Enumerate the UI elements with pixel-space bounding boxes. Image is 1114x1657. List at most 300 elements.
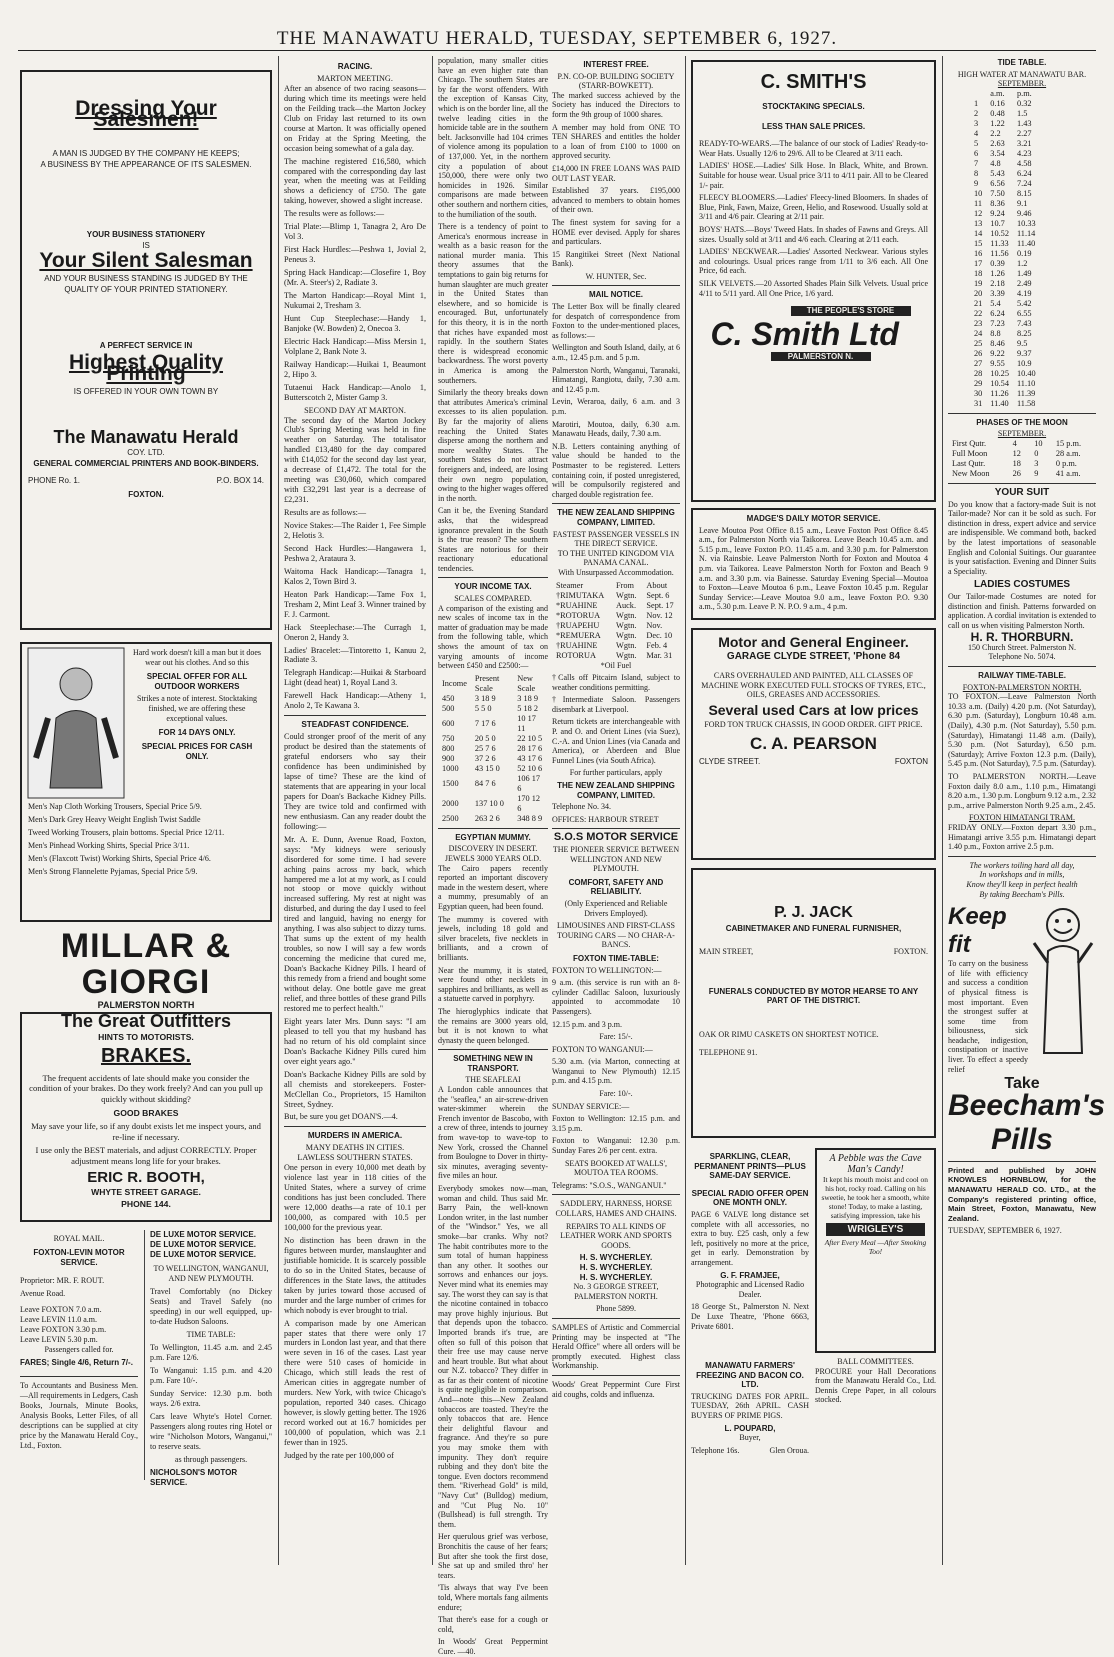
article-paragraph: SUNDAY SERVICE:—	[552, 1101, 630, 1111]
footer-ads	[691, 1357, 936, 1487]
logo-text: THE PEOPLE'S STORE	[791, 306, 911, 316]
ad-name: H. S. WYCHERLEY.	[579, 1253, 653, 1263]
table-cell: 348 8 9	[517, 813, 543, 823]
table-cell: 900	[442, 753, 455, 763]
ad-headline: Several used Cars at low prices	[708, 701, 919, 718]
table-cell: 2500	[442, 813, 459, 823]
ad-text: Avenue Road.	[20, 1289, 66, 1298]
millar-giorgi-logo	[20, 927, 272, 1031]
table-cell: 1.26	[990, 268, 1005, 278]
table-row	[970, 399, 1040, 409]
pj-jack-ad	[691, 868, 936, 1138]
table-row	[970, 159, 1040, 169]
table-cell: 28	[974, 368, 983, 378]
ad-headline: Keep fit	[948, 903, 1007, 959]
table-cell: 1.49	[1016, 268, 1032, 278]
table-cell: 106 17 6	[517, 773, 541, 793]
logo-text: MILLAR & GIORGI	[60, 927, 232, 1001]
article-paragraph: The Letter Box will be finally cleared for despatch of correspondence from Foxton to the under-mentioned places, as follows:—	[552, 302, 680, 340]
smiling-man-illustration	[1032, 903, 1094, 1063]
ad-text: Proprietor: MR. F. ROUT.	[20, 1276, 105, 1285]
table-row	[552, 641, 680, 651]
ad-heading: BALL COMMITTEES.	[837, 1357, 914, 1366]
table-cell: 1500	[442, 778, 459, 788]
table-cell: 4.8	[990, 158, 1001, 168]
table-cell: 41 a.m.	[1055, 468, 1081, 478]
table-cell: Full Moon	[952, 448, 988, 458]
column-6	[948, 56, 1106, 1566]
list-item: FLEECY BLOOMERS.—Ladies' Fleecy-lined Bloomers. In shades of Blue, Pink, Fawn, Maize, Green, Helio, and Rosewood. Usually sold at 3/11 and 4/6 pair. Clearing at 2/11 pair.	[699, 193, 928, 222]
logo-text: WRIGLEY'S	[826, 1223, 925, 1236]
table-cell: 0.32	[1016, 98, 1032, 108]
table-header-row	[552, 581, 680, 591]
table-cell: 25 7 6	[474, 743, 496, 753]
table-cell: 5.43	[990, 168, 1005, 178]
table-cell: 3 18 9	[517, 693, 538, 703]
ad-heading: DE LUXE MOTOR SERVICE.	[150, 1240, 256, 1249]
table-row	[970, 379, 1040, 389]
table-cell: 9	[1034, 468, 1039, 478]
list-item: BOYS' HATS.—Boys' Tweed Hats. In shades of Fawns and Greys. All sizes. Usually sold at 3/11 and 4/6 each. Clearing at 2/11 each.	[699, 224, 928, 244]
article-paragraph: SADDLERY, HARNESS, HORSE COLLARS, HAMES AND CHAINS.	[555, 1199, 677, 1218]
list-item: READY-TO-WEARS.—The balance of our stock of Ladies' Ready-to-Wear Hats. Usually 12/6 to 29/6. All to be Cleared at 3/11 each.	[699, 139, 928, 158]
table-cell: Mar. 31	[646, 650, 673, 660]
table-cell: 4	[1012, 438, 1017, 448]
table-cell: 3.21	[1016, 138, 1032, 148]
column-3	[438, 56, 548, 1656]
ad-town: FOXTON.	[128, 490, 164, 500]
table-cell: 13	[974, 218, 983, 228]
ad-text: as through passengers.	[174, 1455, 248, 1464]
table-cell: 22 10 5	[517, 733, 543, 743]
beecham-ad	[948, 903, 1096, 1077]
table-cell: 8.15	[1016, 188, 1032, 198]
column-4	[552, 56, 680, 1566]
deluxe-motor-ad	[144, 1230, 272, 1487]
table-row	[552, 601, 680, 611]
article-paragraph: The Cairo papers recently reported an important discovery made in the western desert, where a mummy, presumably of an Egyptian queen, had been found.	[438, 863, 548, 911]
table-header: p.m.	[1016, 88, 1032, 98]
ad-text: Hard work doesn't kill a man but it does wear out his clothes. And so this	[132, 648, 262, 667]
article-subheading: P.N. CO-OP. BUILDING SOCIETY (STARR-BOWKETT).	[557, 71, 675, 91]
table-cell: Wgtn.	[615, 610, 637, 620]
ad-text: GENERAL COMMERCIAL PRINTERS AND BOOK-BINDERS.	[33, 458, 259, 468]
table-row	[970, 259, 1040, 269]
table-cell: 11.40	[1016, 238, 1036, 248]
article-paragraph: There is a tendency of point to America's enormous increase in wealth as a basic reason for the national murder mania. This theory assumes that the temptations to gain big returns for human slaughter are much greater in the United States than elsewhere, and so homicide is encouraged. But, unfortunately for this theory, it is in the north that riches have expanded most rapidly. In the southern States there is widespread economic backwardness. The worst poverty in America is among the southerners.	[438, 222, 548, 385]
article-paragraph: Heaton Park Handicap:—Tame Fox 1, Tresham 2, Mint Leaf 3. Winner trained by F. J. Carmont.	[284, 589, 426, 619]
ad-heading: FUNERALS CONDUCTED BY MOTOR HEARSE TO ANY PART OF THE DISTRICT.	[708, 986, 919, 1006]
table-header-row	[438, 674, 548, 694]
table-cell: Wgtn.	[615, 590, 637, 600]
ad-text: To Wellington, 11.45 a.m. and 2.45 p.m. Fare 12/6.	[150, 1343, 272, 1362]
table-cell: 0.19	[1016, 248, 1032, 258]
list-item: SILK VELVETS.—20 Assorted Shades Plain Silk Velvets. Usual price 4/11 to 5/11 yard. All One Price, 1/6 yard.	[699, 278, 928, 298]
article-paragraph: 12.15 p.m. and 3 p.m.	[552, 1019, 622, 1029]
table-cell: 4.58	[1016, 158, 1032, 168]
ad-text: 150 Church Street. Palmerston N.	[968, 642, 1076, 652]
article-subheading: DISCOVERY IN DESERT.	[448, 844, 538, 854]
ad-text: OAK OR RIMU CASKETS ON SHORTEST NOTICE.	[699, 1029, 879, 1039]
table-cell: 7.24	[1016, 178, 1032, 188]
ad-text: CARS OVERHAULED AND PAINTED, ALL CLASSES OF MACHINE WORK EXECUTED FULL STOCKS OF TYRES, ETC., OILS, GREASES AND ACCESSORIES.	[701, 671, 926, 700]
table-cell: 5	[974, 138, 979, 148]
shipping-table	[552, 581, 680, 661]
ad-heading: WHYTE STREET GARAGE.	[91, 1187, 201, 1198]
article-heading: LADIES COSTUMES	[973, 579, 1071, 591]
table-cell: 0.16	[990, 98, 1005, 108]
article-paragraph: 5.30 a.m. (via Marton, connecting at Wanganui to New Plymouth) 12.15 p.m. and 4.15 p.m.	[552, 1057, 680, 1086]
table-cell: 7.43	[1016, 318, 1032, 328]
article-paragraph: Hunt Cup Steeplechase:—Handy 1, Banjoke (W. Bowden) 2, Onecoa 3.	[284, 313, 426, 333]
ad-headline: Motor and General Engineer.	[718, 634, 909, 650]
table-cell: 0	[1034, 448, 1039, 458]
table-cell: 84 7 6	[474, 778, 496, 788]
article-paragraph: Established 37 years. £195,000 advanced to members to obtain homes of their own.	[552, 186, 680, 215]
table-cell: 263 2 6	[474, 813, 500, 823]
list-item: LADIES' HOSE.—Ladies' Silk Hose. In Black, White, and Brown. Suitable for house wear. Usual price 3/11 to 4/11 pair. All to be Cleared 1/- pair.	[699, 161, 928, 190]
table-cell: 11.26	[990, 388, 1009, 398]
ad-name: ERIC R. BOOTH,	[87, 1169, 205, 1187]
ad-text: Travel Comfortably (no Dickey Seats) and Travel Safely (no speeding) in our well equipped, up-to-date Hudson Saloons.	[150, 1287, 272, 1326]
table-row	[970, 199, 1040, 209]
table-cell: 3	[1034, 458, 1039, 468]
article-paragraph: No distinction has been drawn in the figures between murder, manslaughter and justifiable homicide. It is scarcely possible to do so in the United States, because of differences in the State laws, the attitudes taken by juries toward those accused of murder and the large number of crimes for which nobody is ever brought to trial.	[284, 1235, 426, 1315]
imprint-date: TUESDAY, SEPTEMBER 6, 1927.	[948, 1226, 1062, 1236]
table-cell: 6.55	[1016, 308, 1032, 318]
ad-text: Strikes a note of interest. Stocktaking finished, we are offering these exceptional values.	[137, 694, 257, 723]
ad-heading: MANAWATU FARMERS' FREEZING AND BACON CO. LTD.	[696, 1361, 804, 1390]
article-paragraph: †Intermediate Saloon. Passengers disembark at Liverpool.	[552, 695, 680, 714]
verse-line: The workers toiling hard all day,	[969, 860, 1075, 870]
article-paragraph: The finest system for saving for a HOME ever devised. Apply for shares and particulars.	[552, 217, 680, 247]
table-cell: 1.22	[990, 118, 1005, 128]
article-paragraph: Could stronger proof of the merit of any product be desired than the statements of grateful endorsers who say their confidence has been undiminished by lapse of time? These are the kind of statements that are appearing in your local papers for Doan's Backache Kidney Pills. They are twice told and confirmed with new enthusiasm. Can any reader doubt the following:—	[284, 732, 426, 831]
table-cell: Wgtn.	[615, 640, 637, 650]
table-cell: 43 15 0	[474, 763, 500, 773]
article-paragraph: The marked success achieved by the Society has induced the Directors to form the 9th group of 1000 shares.	[552, 90, 680, 119]
ad-text: After Every Meal —After Smoking Too!	[824, 1238, 927, 1256]
table-cell: 22	[974, 308, 983, 318]
table-cell: Auck.	[615, 600, 637, 610]
table-cell: 5.4	[990, 298, 1001, 308]
table-cell: 28 17 6	[517, 743, 543, 753]
article-subheading: SEPTEMBER.	[997, 79, 1047, 89]
table-cell: 8.46	[990, 338, 1005, 348]
ad-text: May save your life, so if any doubt exists let me inspect yours, and re-line if necessary.	[31, 1120, 261, 1142]
article-paragraph: After an absence of two racing seasons—during which time its meetings were held on the Feilding track—the Marton Jockey Club on Friday last returned to its own course at Marton. It was officially opened on Friday at the Spring Meeting, the occasion being somewhat of a gala day.	[284, 83, 426, 153]
table-cell: 4	[974, 128, 979, 138]
table-row	[970, 129, 1040, 139]
table-cell: 450	[442, 693, 455, 703]
table-cell: 1.2	[1016, 258, 1028, 268]
ad-town: Glen Oroua.	[769, 1445, 809, 1455]
table-cell: 2.27	[1016, 128, 1032, 138]
article-paragraph: That there's ease for a cough or cold,	[438, 1615, 548, 1634]
table-cell: 7.50	[990, 188, 1005, 198]
ad-headline: C. SMITH'S	[760, 71, 867, 93]
article-paragraph: Novice Stakes:—The Raider 1, Fee Simple 2, Helotis 3.	[284, 521, 426, 540]
article-paragraph: Everybody smokes now—man, woman and child. Thus said Mr. Barry Pain, the well-known London writer, in the last number of the "Windsor." Yes, we all smoke—bar cranks. Why not? The habit contributes more to the sum total of human happiness than any other. It soothes our sorrows and enhances our joys. Never mind what its enemies may say. The worst they can say is that the nicotine contained in tobacco may prove highly injurious. But that depends upon the tobacco. Imported brands it's true, are often so full of this poison that their free use may cause nerve and heart trouble. But what about our N.Z. tobacco? They differ in as far as their content of nicotine is quite negligible in comparison. And—note this—New Zealand tobaccos are toasted. They're the only tobaccos that are. Hence their delightful flavour and fragrance. And they're so pure you may smoke them with impunity. They don't require rubbing and they don't bite the tongue. Even doctors recommend them. "Riverhead Gold" is mild, "Navy Cut" (Bulldog) medium, and "Cut Plug No. 10" (Bullshead) is full strength. Try them.	[438, 1184, 548, 1529]
logo-text: PALMERSTON NORTH	[97, 1000, 195, 1010]
table-cell: 5.42	[1016, 298, 1032, 308]
ad-heading: SPECIAL RADIO OFFER OPEN ONE MONTH ONLY.	[691, 1188, 809, 1208]
ad-headline: P. J. JACK	[774, 904, 853, 921]
table-cell: 11.58	[1016, 398, 1036, 408]
article-paragraph: Fare: 10/-.	[599, 1089, 633, 1099]
table-cell: 8.25	[1016, 328, 1032, 338]
article-paragraph: (Only Experienced and Reliable Drivers Employed).	[564, 898, 668, 918]
ad-name: L. POUPARD,	[724, 1423, 776, 1433]
table-cell: 4.23	[1016, 148, 1032, 158]
list-item: Men's Nap Cloth Working Trousers, Special Price 5/9.	[28, 802, 202, 811]
table-header-row	[970, 89, 1040, 99]
table-cell: Wgtn.	[615, 620, 637, 630]
article-paragraph: But, be sure you get DOAN'S.—4.	[284, 1112, 398, 1122]
c-smith-logo	[711, 306, 917, 376]
table-cell: 3 18 9	[474, 693, 496, 703]
article-paragraph: Similarly the theory breaks down that attributes America's criminal excesses to its alien population. By far the majority of aliens reaching the United States disperse among the northern and more wealthy States. The southern States do not attract foreigners and, indeed, are losing their own negro population, owing to the higher wages offered in the north.	[438, 388, 548, 503]
table-row	[970, 339, 1040, 349]
table-row	[552, 591, 680, 601]
table-cell: Feb. 4	[646, 640, 668, 650]
table-cell: 8.8	[990, 328, 1001, 338]
article-paragraph: Foxton to Wanganui: 12.30 p.m. Sunday Fares 2/6 per cent. extra.	[552, 1136, 680, 1156]
table-cell: 10.33	[1016, 218, 1036, 228]
article-heading: FOXTON TIME-TABLE:	[573, 953, 659, 963]
table-cell: New Moon	[952, 468, 990, 478]
article-paragraph: W. HUNTER, Sec.	[585, 271, 647, 281]
table-cell: 8	[974, 168, 979, 178]
ad-text: It kept his mouth moist and cool on his hot, rocky road. Calling on his sweetie, he took her a smooth, white stone! Today, to make a lasting, satisfying impression, take his	[821, 1175, 930, 1220]
table-cell: 17	[974, 258, 983, 268]
income-tax-table	[438, 674, 548, 824]
list-item: Leave LEVIN 5.30 p.m.	[20, 1335, 98, 1344]
imprint: Printed and published by JOHN KNOWLES HORNBLOW, for the MANAWATU HERALD CO. LTD., at the Company's registered printing office, Main Street, Foxton, Manawatu, New Zealand.	[948, 1165, 1096, 1223]
ad-text: AND YOUR BUSINESS STANDING IS JUDGED BY THE QUALITY OF YOUR PRINTED STATIONERY.	[44, 274, 248, 294]
article-subheading: HIGH WATER AT MANAWATU BAR.	[957, 69, 1087, 79]
list-item: Leave FOXTON 3.30 p.m.	[20, 1325, 107, 1334]
article-paragraph: With Unsurpassed Accommodation.	[558, 567, 674, 577]
ad-text: Cars leave Whyte's Hotel Corner. Passengers along routes ring Hotel or wire "Nicholson Motors, Wanganui," to reserve seats.	[150, 1412, 272, 1451]
table-cell: 11.56	[990, 248, 1009, 258]
ad-headline: BRAKES.	[100, 1044, 191, 1067]
article-paragraph: Telegrams: "S.O.S., WANGANUI."	[552, 1180, 667, 1190]
ad-phone: Telephone 16s.	[691, 1445, 740, 1455]
table-cell: 10.52	[990, 228, 1009, 238]
article-heading: PHASES OF THE MOON	[976, 417, 1068, 427]
table-row	[970, 99, 1040, 109]
table-cell: 11	[974, 198, 982, 208]
table-cell: 9	[974, 178, 979, 188]
table-cell: ROTORUA	[556, 650, 596, 660]
ad-heading: DE LUXE MOTOR SERVICE.	[150, 1230, 256, 1239]
table-row	[970, 209, 1040, 219]
table-cell: 10.25	[990, 368, 1009, 378]
article-paragraph: The hieroglyphics indicate that the remains are 3000 years old, but it is not known to what dynasty the queen belonged.	[438, 1006, 548, 1045]
table-cell: 3.39	[990, 288, 1005, 298]
ad-text: To carry on the business of life with efficiency and success a condition of physical fitness is most important. Even the strongest suffer at some time from biliousness, sick headache, indigestion, constipation or inactive liver. To effect a speedy relief	[948, 959, 1028, 1074]
table-row	[970, 369, 1040, 379]
table-cell: *REMUERA	[556, 630, 601, 640]
article-paragraph: Levin, Weraroa, daily, 6 a.m. and 3 p.m.	[552, 397, 680, 416]
ad-text: TO WELLINGTON, WANGANUI, AND NEW PLYMOUTH.	[153, 1264, 269, 1283]
ad-text: IS OFFERED IN YOUR OWN TOWN BY	[73, 387, 219, 397]
article-subheading: SECOND DAY AT MARTON.	[304, 405, 406, 415]
table-row	[970, 149, 1040, 159]
ad-headline-2: Your Silent Salesman	[39, 248, 253, 272]
article-paragraph: REPAIRS TO ALL KINDS OF LEATHER WORK AND SPORTS GOODS.	[560, 1221, 672, 1250]
article-paragraph: A member may hold from ONE TO TEN SHARES and entitles the holder to a loan of from £100 to 1000 on approved security.	[552, 122, 680, 161]
beecham-verse	[948, 861, 1096, 899]
table-cell: Dec. 10	[646, 630, 673, 640]
table-cell: 7	[974, 158, 979, 168]
ad-heading: SPARKLING, CLEAR, PERMANENT PRINTS—PLUS SAME-DAY SERVICE.	[694, 1152, 806, 1181]
table-cell: Wgtn.	[615, 630, 637, 640]
table-cell: 5 5 0	[474, 703, 492, 713]
ad-text: TRUCKING DATES FOR APRIL. TUESDAY, 26th APRIL. CASH BUYERS OF PRIME PIGS.	[691, 1391, 809, 1420]
table-cell: 1.43	[1016, 118, 1032, 128]
logo-text: The Great Outfitters	[60, 1010, 232, 1031]
table-cell: 10 17 11	[517, 713, 536, 733]
article-paragraph: *Oil Fuel	[600, 660, 632, 670]
table-cell: 26	[1012, 468, 1021, 478]
table-row	[970, 189, 1040, 199]
ad-town: FOXTON	[894, 756, 928, 766]
table-row	[970, 139, 1040, 149]
ad-contact	[699, 947, 928, 957]
article-paragraph: FOXTON TO WANGANUI:—	[552, 1044, 653, 1054]
article-paragraph: Railway Handicap:—Huikai 1, Beaumont 2, Hipo 3.	[284, 359, 426, 379]
ad-fares: FARES; Single 4/6, Return 7/-.	[20, 1358, 133, 1367]
table-row	[970, 109, 1040, 119]
article-heading: EGYPTIAN MUMMY.	[455, 832, 531, 842]
article-paragraph: Phone 5899.	[596, 1304, 636, 1314]
column-2	[284, 56, 426, 1566]
ad-contact	[699, 757, 928, 767]
table-row	[948, 449, 1096, 459]
table-row	[970, 389, 1040, 399]
table-cell: 23	[974, 318, 983, 328]
ad-phone: PHONE 144.	[121, 1198, 171, 1209]
table-cell: 20 5 0	[474, 733, 496, 743]
madge-motor-ad	[691, 508, 936, 620]
ad-text: Buyer,	[739, 1433, 761, 1443]
table-row	[438, 794, 548, 814]
table-cell: 14	[974, 228, 983, 238]
table-cell: 8.36	[990, 198, 1005, 208]
article-heading: YOUR INCOME TAX.	[454, 582, 532, 592]
article-heading: RAILWAY TIME-TABLE.	[978, 671, 1066, 681]
framjee-ad	[691, 1148, 809, 1353]
table-cell: Nov.	[646, 620, 663, 630]
article-subheading: FOXTON HIMATANGI TRAM.	[969, 813, 1075, 823]
table-cell: 30	[974, 388, 983, 398]
table-cell: First Qutr.	[952, 438, 987, 448]
article-heading: MAIL NOTICE.	[588, 290, 644, 300]
table-cell: 4.19	[1016, 288, 1032, 298]
article-paragraph: The mummy is covered with jewels, including 18 gold and silver bracelets, five necklets in brilliants, and a crown of brilliants.	[438, 914, 548, 962]
article-paragraph: Eight years later Mrs. Dunn says: "I am pleased to tell you that my husband has had no return of his old complaint since Doan's Backache Kidney Pills cured him over eight years ago."	[284, 1016, 426, 1066]
table-cell: 11.33	[990, 238, 1009, 248]
column-1	[20, 56, 272, 1566]
table-cell: *RUAHINE	[556, 600, 598, 610]
table-cell: 28 a.m.	[1055, 448, 1081, 458]
article-paragraph: TO PALMERSTON NORTH.—Leave Foxton daily 8.0 a.m., 1.10 p.m., Himatangi 8.20 a.m., 1.30 p.m. Longburn 9.12 a.m., 2.32 p.m., arrive Palmerston North 9.25 a.m., 2.45.	[948, 772, 1096, 810]
table-cell: 170 12 6	[517, 793, 541, 813]
table-cell: 7.23	[990, 318, 1005, 328]
list-item: Men's Strong Flannelette Pyjamas, Special Price 5/9.	[28, 867, 198, 876]
article-subheading: MANY DEATHS IN CITIES.	[305, 1143, 405, 1153]
table-cell: 15 p.m.	[1055, 438, 1082, 448]
article-paragraph: OFFICES: HARBOUR STREET	[552, 814, 659, 824]
article-subheading: SCALES COMPARED.	[454, 594, 532, 604]
article-paragraph: First Hack Hurdles:—Peshwa 1, Jovial 2, Peneus 3.	[284, 245, 426, 265]
table-cell: 11.14	[1016, 228, 1036, 238]
article-paragraph: Wellington and South Island, daily, at 6 a.m., 12.45 p.m. and 5 p.m.	[552, 343, 680, 363]
article-paragraph: A comparison of the existing and new scales of income tax in the matter of graduation may be made from the following table, which shows the amount of tax on varying amounts of income between £450 and £2500:—	[438, 603, 548, 671]
table-cell: 1000	[442, 763, 459, 773]
article-subheading: LAWLESS SOUTHERN STATES.	[297, 1153, 413, 1163]
table-row	[970, 319, 1040, 329]
ad-text: IS	[142, 240, 150, 250]
table-row	[438, 764, 548, 774]
article-paragraph: Telephone No. 34.	[552, 802, 611, 812]
ad-phone: Telephone No. 5074.	[988, 652, 1056, 662]
ad-text: To Wanganui: 1.15 p.m. and 4.20 p.m. Fare 10/-.	[150, 1366, 272, 1385]
article-paragraph: Near the mummy, it is stated, were found other necklets in sapphires and brilliants, as well as a statuette carved in porphyry.	[438, 965, 548, 1004]
ad-text: Sunday Service: 12.30 p.m. both ways. 2/6 extra.	[150, 1389, 272, 1408]
article-paragraph: The Marton Handicap:—Royal Mint 1, Nukumai 2, Tresham 3.	[284, 291, 426, 310]
article-paragraph: Farewell Hack Handicap:—Atheny 1, Anolo 2, Te Kawana 3.	[284, 691, 426, 711]
verse-line: In workshops and in mills,	[979, 870, 1065, 880]
article-heading: COMFORT, SAFETY AND RELIABILITY.	[568, 877, 664, 897]
table-cell: 5 18 2	[517, 703, 538, 713]
article-paragraph: The results were as follows:—	[284, 209, 385, 219]
article-paragraph: For further particulars, apply	[569, 768, 663, 778]
article-paragraph: Trial Plate:—Blimp 1, Tanagra 2, Aro De Vol 3.	[284, 222, 426, 242]
table-cell: 500	[442, 703, 455, 713]
table-row	[438, 754, 548, 764]
table-row	[438, 744, 548, 754]
article-paragraph: A London cable announces that the "seaflea," an air-screw-driven water-skimmer wherein the French inventor de Bascobo, with a crew of three, intends to journey from wave-top to wave-top to New York, crossed the Channel from Boulogne to Dover in thirty-six minutes, averaging seventy-five miles an hour.	[438, 1085, 548, 1181]
article-paragraph: Tutaenui Hack Handicap:—Anolo 1, Butterscotch 2, Mister Gamp 3.	[284, 382, 426, 402]
article-subheading: THE SEAFLEAI	[465, 1075, 521, 1085]
table-cell: 0 p.m.	[1055, 458, 1077, 468]
article-paragraph: Hack Steeplechase:—The Curragh 1, Oneron 2, Handy 3.	[284, 622, 426, 642]
table-cell: 1	[974, 98, 979, 108]
table-cell: 29	[974, 378, 983, 388]
table-row	[438, 774, 548, 794]
list-item: Leave FOXTON 7.0 a.m.	[20, 1305, 102, 1314]
table-header: New Scale	[517, 673, 536, 693]
article-paragraph: 9 a.m. (this service is run with an 8-cylinder Cadillac Saloon, luxuriously appointed to accommodate 10 Passengers).	[552, 978, 680, 1016]
ad-text: I use only the BEST materials, and adjust CORRECTLY. Proper adjustment means long life for your brakes.	[35, 1145, 257, 1166]
ad-text: PROCURE your Hall Decorations from the Manawatu Herald Co., Ltd. Dennis Crepe Paper, in all colours stocked.	[815, 1366, 936, 1405]
article-paragraph: population, many smaller cities have an even higher rate than Chicago. The southern States are by far the worst offenders. With the exception of Kansas City, which is on the border line, all the twelve leading cities in the homicide table are in the southern belt. Jacksonville had 104 crimes of violence among its population of 137,000. Yet, in the northern city a population of about 150,000, there were only two homicides in 1926. Similar comparisons are made between other southern and northern cities, to the humiliation of the south.	[438, 56, 548, 219]
article-subheading: FOXTON-PALMERSTON NORTH.	[962, 682, 1082, 692]
table-cell: 750	[442, 733, 455, 743]
tide-table	[970, 89, 1040, 409]
column-rule	[942, 56, 943, 1565]
ball-committees-ad	[815, 1357, 936, 1487]
table-row	[970, 229, 1040, 239]
ad-text: PAGE 6 VALVE long distance set complete with all accessories, no extra to buy. £25 cash, only a few left, positively no more at the price, get in early. Demonstration by arrangement.	[691, 1209, 809, 1267]
table-cell: 21	[974, 298, 983, 308]
table-cell: 11.39	[1016, 388, 1036, 398]
logo-text: C. Smith Ltd	[710, 315, 899, 352]
table-row	[552, 631, 680, 641]
